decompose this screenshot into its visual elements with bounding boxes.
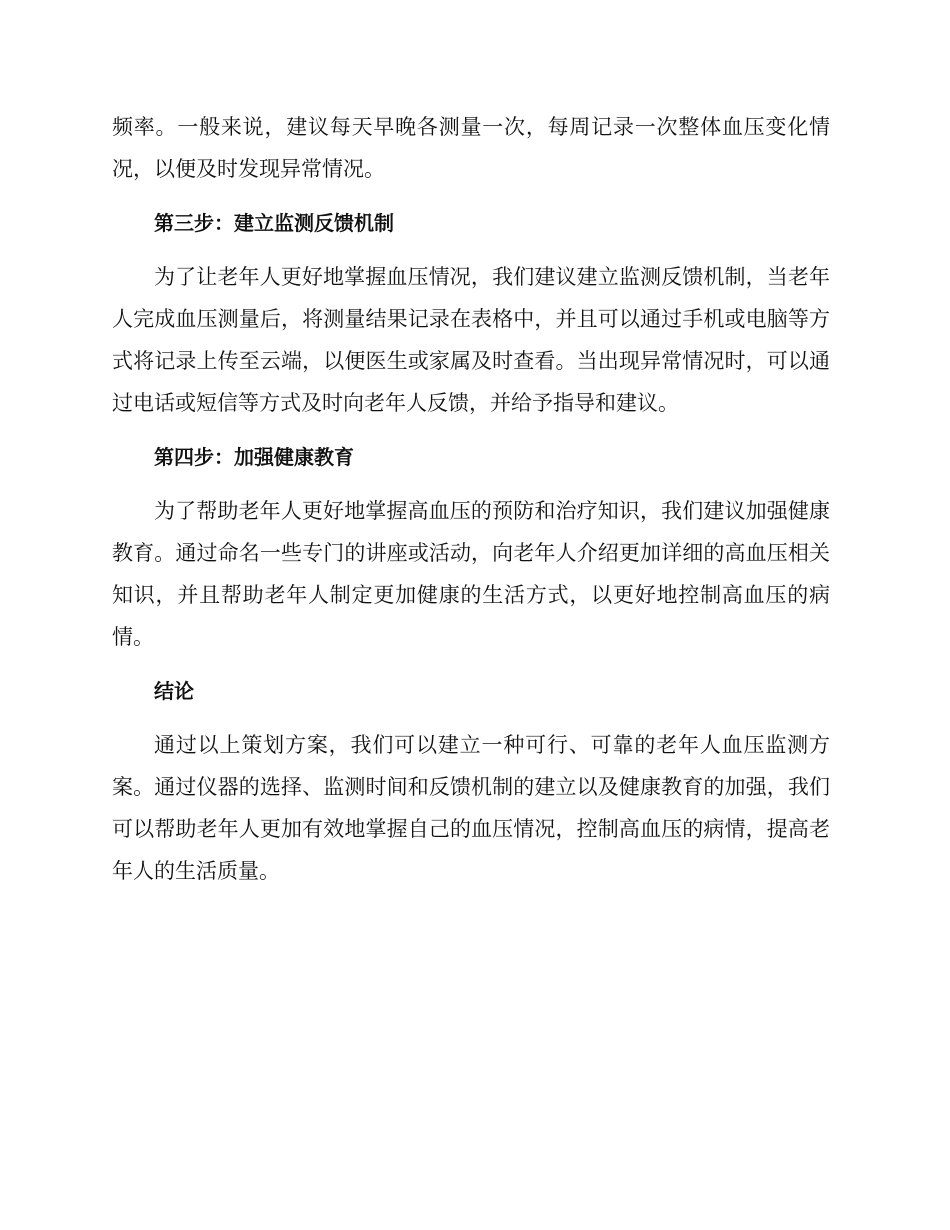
document-body <box>112 106 830 904</box>
paragraph-feedback-mechanism: 为了让老年人更好地掌握血压情况，我们建议建立监测反馈机制，当老年人完成血压测量后，将测量结果记录在表格中，并且可以通过手机或电脑等方式将记录上传至云端，以便医生或家属及时查看。当出现异常情况时，可以通过电话或短信等方式及时向老年人反馈，并给予指导和建议。 <box>112 265 830 415</box>
paragraph-frequency: 频率。一般来说，建议每天早晚各测量一次，每周记录一次整体血压变化情况，以便及时发现异常情况。 <box>112 115 830 181</box>
paragraph-health-education: 为了帮助老年人更好地掌握高血压的预防和治疗知识，我们建议加强健康教育。通过命名一些专门的讲座或活动，向老年人介绍更加详细的高血压相关知识，并且帮助老年人制定更加健康的生活方式，以更好地控制高血压的病情。 <box>112 499 830 649</box>
heading-step-four: 第四步：加强健康教育 <box>154 445 354 469</box>
heading-conclusion: 结论 <box>154 679 194 703</box>
paragraph-conclusion: 通过以上策划方案，我们可以建立一种可行、可靠的老年人血压监测方案。通过仪器的选择、监测时间和反馈机制的建立以及健康教育的加强，我们可以帮助老年人更加有效地掌握自己的血压情况，控制高血压的病情，提高老年人的生活质量。 <box>112 733 830 883</box>
heading-step-three: 第三步：建立监测反馈机制 <box>154 211 394 235</box>
